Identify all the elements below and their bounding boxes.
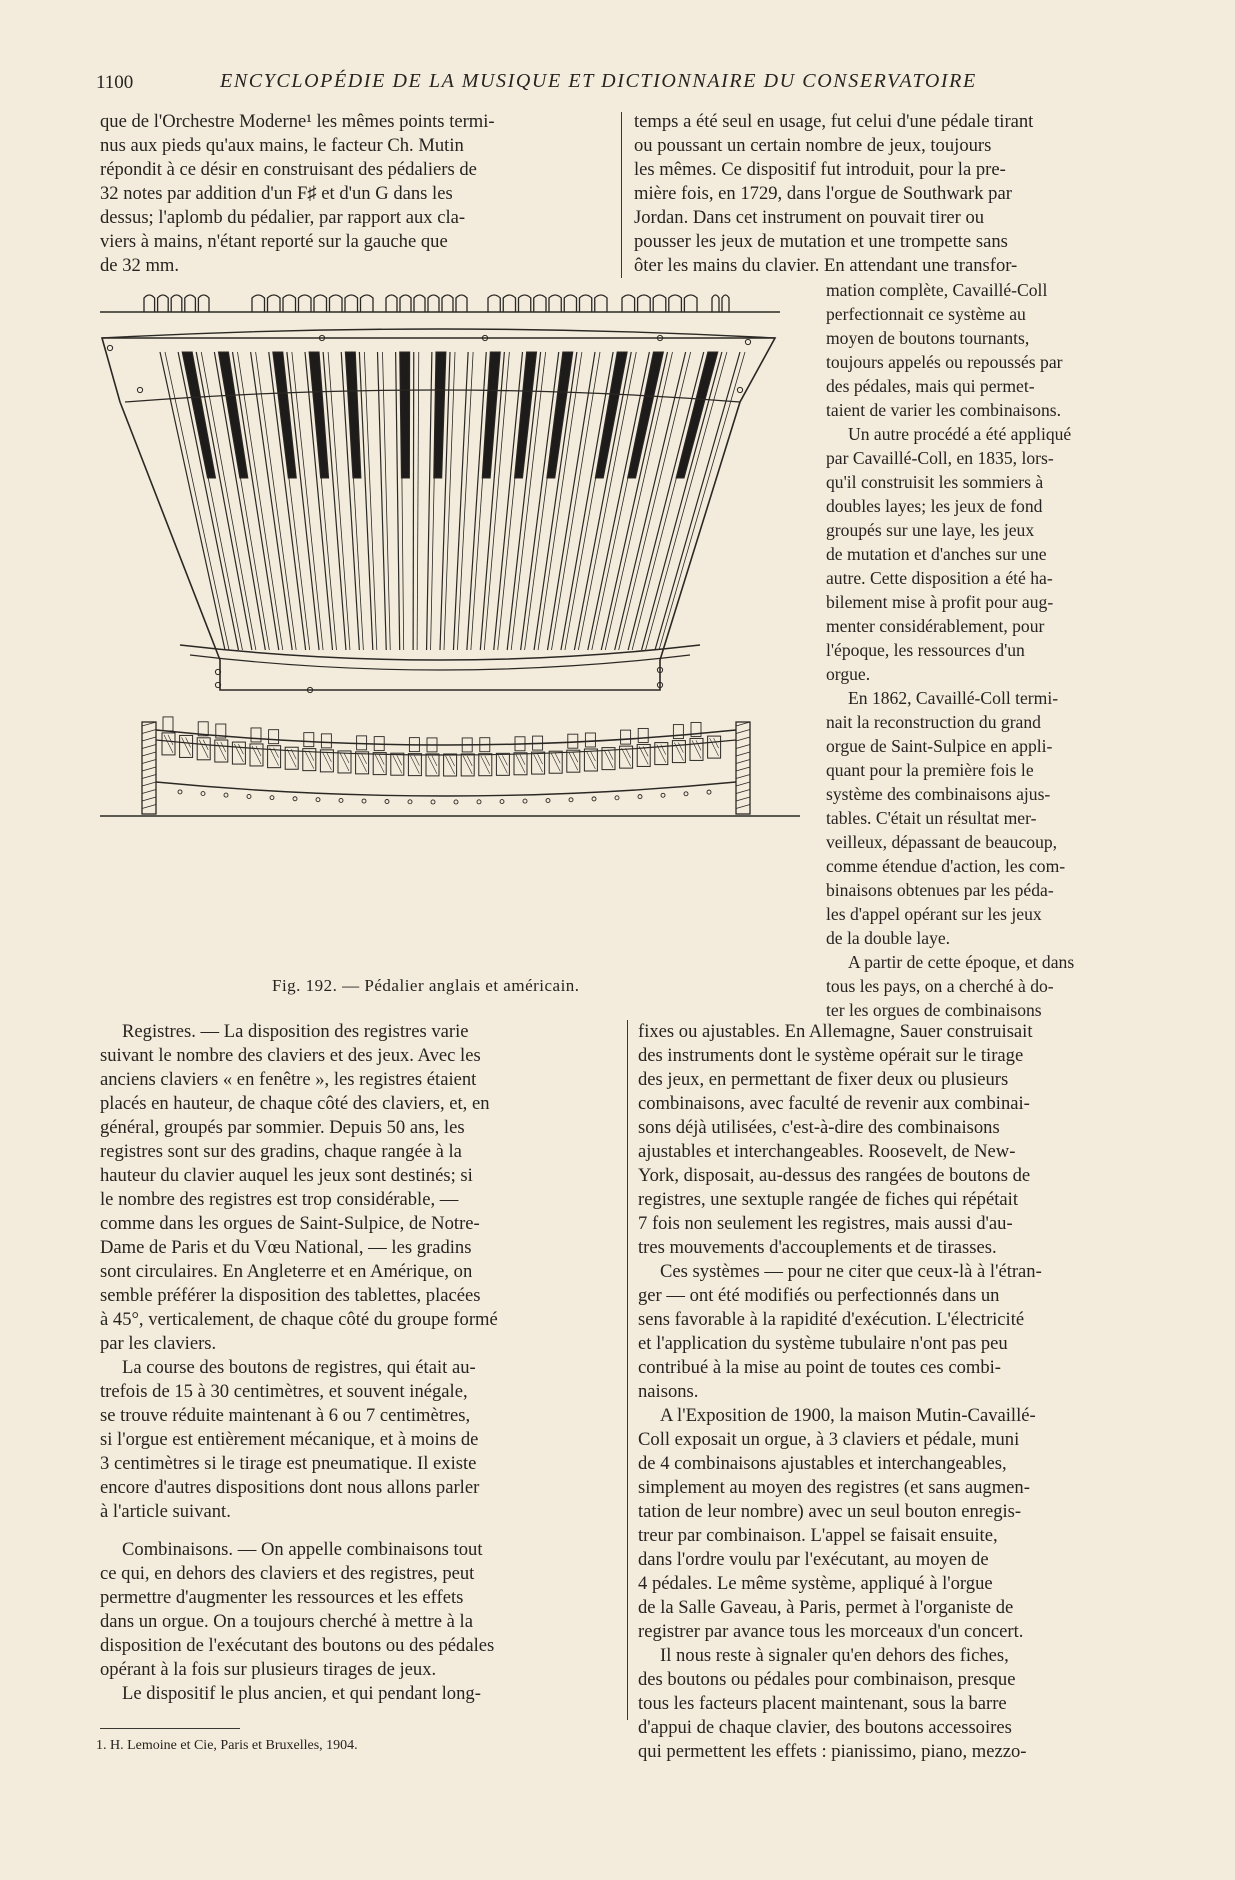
text-line: York, disposait, au-dessus des rangées de boutons de (638, 1165, 1031, 1186)
text-line: de 4 combinaisons ajustables et interchangeables, (638, 1453, 1007, 1474)
text-line: ou poussant un certain nombre de jeux, toujours (634, 135, 992, 156)
text-line: de la double laye. (826, 928, 951, 948)
text-line: groupés sur une laye, les jeux (826, 520, 1035, 540)
text-line: temps a été seul en usage, fut celui d'une pédale tirant (634, 111, 1034, 132)
text-line: contribué à la mise au point de toutes ces combi- (638, 1357, 1001, 1378)
text-line: perfectionnait ce système au (826, 304, 1026, 324)
text-line: trefois de 15 à 30 centimètres, et souvent inégale, (100, 1381, 468, 1402)
text-line: registres, une sextuple rangée de fiches qui répétait (638, 1189, 1018, 1210)
column-rule-top (621, 112, 622, 278)
running-title: ENCYCLOPÉDIE DE LA MUSIQUE ET DICTIONNAIRE DU CONSERVATOIRE (220, 70, 977, 92)
page-number: 1100 (96, 72, 134, 93)
text-line: 32 notes par addition d'un F♯ et d'un G dans les (100, 183, 453, 204)
text-line: registres sont sur des gradins, chaque rangée à la (100, 1141, 462, 1162)
text-line: dans l'ordre voulu par l'exécutant, au moyen de (638, 1549, 989, 1570)
text-line: 4 pédales. Le même système, appliqué à l'orgue (638, 1573, 993, 1594)
text-line: les d'appel opérant sur les jeux (826, 904, 1042, 924)
text-line: 7 fois non seulement les registres, mais aussi d'au- (638, 1213, 1013, 1234)
text-line: moyen de boutons tournants, (826, 328, 1030, 348)
text-line: sens favorable à la rapidité d'exécution. L'électricité (638, 1309, 1025, 1330)
text-line: opérant à la fois sur plusieurs tirages de jeux. (100, 1659, 437, 1680)
text-line: taient de varier les combinaisons. (826, 400, 1061, 420)
text-line: doubles layes; les jeux de fond (826, 496, 1043, 516)
text-line: A l'Exposition de 1900, la maison Mutin-Cavaillé- (660, 1405, 1036, 1426)
text-line: ger — ont été modifiés ou perfectionnés dans un (638, 1285, 1000, 1306)
text-line: bilement mise à profit pour aug- (826, 592, 1054, 612)
text-line: placés en hauteur, de chaque côté des claviers, et, en (100, 1093, 490, 1114)
text-line: sont circulaires. En Angleterre et en Amérique, on (100, 1261, 473, 1282)
text-line: l'époque, les ressources d'un (826, 640, 1025, 660)
text-line: mation complète, Cavaillé-Coll (826, 280, 1048, 300)
text-line: menter considérablement, pour (826, 616, 1045, 636)
figure-caption: Fig. 192. — Pédalier anglais et américain. (272, 976, 580, 995)
text-line: registrer par avance tous les morceaux d'un concert. (638, 1621, 1024, 1642)
text-line: Ces systèmes — pour ne citer que ceux-là à l'étran- (660, 1261, 1042, 1282)
text-line: fixes ou ajustables. En Allemagne, Sauer construisait (638, 1021, 1033, 1042)
text-line: de la Salle Gaveau, à Paris, permet à l'organiste de (638, 1597, 1014, 1618)
text-line: Il nous reste à signaler qu'en dehors des fiches, (660, 1645, 1009, 1666)
text-line: toujours appelés ou repoussés par (826, 352, 1063, 372)
text-line: d'appui de chaque clavier, des boutons accessoires (638, 1717, 1012, 1738)
text-line: qui permettent les effets : pianissimo, piano, mezzo- (638, 1741, 1027, 1762)
text-line: nait la reconstruction du grand (826, 712, 1041, 732)
text-line: orgue de Saint-Sulpice en appli- (826, 736, 1053, 756)
left-bottom-text (100, 1020, 616, 1706)
pedalboard-plan-view (100, 295, 780, 693)
text-line: Registres. — La disposition des registres varie (122, 1021, 469, 1042)
text-line: hauteur du clavier auquel les jeux sont destinés; si (100, 1165, 473, 1186)
text-line: autre. Cette disposition a été ha- (826, 568, 1053, 588)
text-line: comme dans les orgues de Saint-Sulpice, de Notre- (100, 1213, 480, 1234)
text-line: viers à mains, n'étant reporté sur la gauche que (100, 231, 448, 252)
text-line: simplement au moyen des registres (et sans augmen- (638, 1477, 1030, 1498)
text-line: des jeux, en permettant de fixer deux ou plusieurs (638, 1069, 1009, 1090)
footnote-rule (100, 1728, 240, 1729)
text-line: tables. C'était un résultat mer- (826, 808, 1037, 828)
text-line: semble préférer la disposition des tablettes, placées (100, 1285, 481, 1306)
text-line: se trouve réduite maintenant à 6 ou 7 centimètres, (100, 1405, 471, 1426)
text-line: par les claviers. (100, 1333, 217, 1354)
text-line: et l'application du système tubulaire n'ont pas peu (638, 1333, 1008, 1354)
text-line: combinaisons, avec faculté de revenir aux combinai- (638, 1093, 1030, 1114)
text-line: répondit à ce désir en construisant des pédaliers de (100, 159, 477, 180)
text-line: de mutation et d'anches sur une (826, 544, 1047, 564)
text-line: pousser les jeux de mutation et une trompette sans (634, 231, 1008, 252)
text-line: sons déjà utilisées, c'est-à-dire des combinaisons (638, 1117, 1000, 1138)
text-line: de 32 mm. (100, 255, 180, 276)
text-line: les mêmes. Ce dispositif fut introduit, pour la pre- (634, 159, 1006, 180)
text-line: des boutons ou pédales pour combinaison, presque (638, 1669, 1016, 1690)
text-line: ce qui, en dehors des claviers et des registres, peut (100, 1563, 475, 1584)
text-line: Jordan. Dans cet instrument on pouvait tirer ou (634, 207, 985, 228)
right-narrow-text (826, 278, 1146, 1022)
pedalboard-elevation-view (100, 717, 800, 816)
column-rule-bottom (627, 1020, 628, 1720)
right-bottom-text (638, 1020, 1152, 1764)
text-line: 3 centimètres si le tirage est pneumatique. Il existe (100, 1453, 477, 1474)
text-line: A partir de cette époque, et dans (848, 952, 1075, 972)
text-line: mière fois, en 1729, dans l'orgue de Southwark par (634, 183, 1012, 204)
text-line: encore d'autres dispositions dont nous allons parler (100, 1477, 480, 1498)
right-top-text (634, 110, 1144, 278)
text-line: à l'article suivant. (100, 1501, 231, 1522)
text-line: nus aux pieds qu'aux mains, le facteur Ch. Mutin (100, 135, 464, 156)
text-line: Le dispositif le plus ancien, et qui pendant long- (122, 1683, 481, 1704)
text-line: tous les pays, on a cherché à do- (826, 976, 1054, 996)
left-top-text (100, 110, 612, 278)
text-line: système des combinaisons ajus- (826, 784, 1051, 804)
text-line: ter les orgues de combinaisons (826, 1000, 1042, 1020)
text-line: Dame de Paris et du Vœu National, — les gradins (100, 1237, 472, 1258)
text-line: si l'orgue est entièrement mécanique, et à moins de (100, 1429, 479, 1450)
text-line: naisons. (638, 1381, 699, 1402)
text-line: veilleux, dépassant de beaucoup, (826, 832, 1058, 852)
text-line: La course des boutons de registres, qui était au- (122, 1357, 476, 1378)
text-line: tres mouvements d'accouplements et de tirasses. (638, 1237, 997, 1258)
text-line: général, groupés par sommier. Depuis 50 ans, les (100, 1117, 465, 1138)
text-line: suivant le nombre des claviers et des jeux. Avec les (100, 1045, 481, 1066)
footnote: 1. H. Lemoine et Cie, Paris et Bruxelles, 1904. (96, 1738, 358, 1753)
text-line: le nombre des registres est trop considérable, — (100, 1189, 459, 1210)
text-line: qu'il construisit les sommiers à (826, 472, 1044, 492)
text-line: orgue. (826, 664, 871, 684)
text-line: tous les facteurs placent maintenant, sous la barre (638, 1693, 1007, 1714)
text-line: tation de leur nombre) avec un seul bouton enregis- (638, 1501, 1022, 1522)
text-line: En 1862, Cavaillé-Coll termi- (848, 688, 1059, 708)
text-line: que de l'Orchestre Moderne¹ les mêmes points termi- (100, 111, 495, 132)
text-line: des instruments dont le système opérait sur le tirage (638, 1045, 1024, 1066)
text-line: dessus; l'aplomb du pédalier, par rapport aux cla- (100, 207, 466, 228)
text-line: disposition de l'exécutant des boutons ou des pédales (100, 1635, 495, 1656)
text-line: des pédales, mais qui permet- (826, 376, 1035, 396)
pedalboard-illustration (100, 290, 800, 830)
text-line: Un autre procédé a été appliqué (848, 424, 1072, 444)
text-line: dans un orgue. On a toujours cherché à mettre à la (100, 1611, 473, 1632)
text-line: comme étendue d'action, les com- (826, 856, 1066, 876)
text-line: treur par combinaison. L'appel se faisait ensuite, (638, 1525, 998, 1546)
text-line: ajustables et interchangeables. Roosevelt, de New- (638, 1141, 1016, 1162)
text-line: binaisons obtenues par les péda- (826, 880, 1054, 900)
text-line: à 45°, verticalement, de chaque côté du groupe formé (100, 1309, 498, 1330)
text-line: ôter les mains du clavier. En attendant une transfor- (634, 255, 1018, 276)
text-line: permettre d'augmenter les ressources et les effets (100, 1587, 464, 1608)
text-line: anciens claviers « en fenêtre », les registres étaient (100, 1069, 477, 1090)
text-line: par Cavaillé-Coll, en 1835, lors- (826, 448, 1054, 468)
text-line: quant pour la première fois le (826, 760, 1034, 780)
text-line: Coll exposait un orgue, à 3 claviers et pédale, muni (638, 1429, 1020, 1450)
text-line: Combinaisons. — On appelle combinaisons tout (122, 1539, 483, 1560)
